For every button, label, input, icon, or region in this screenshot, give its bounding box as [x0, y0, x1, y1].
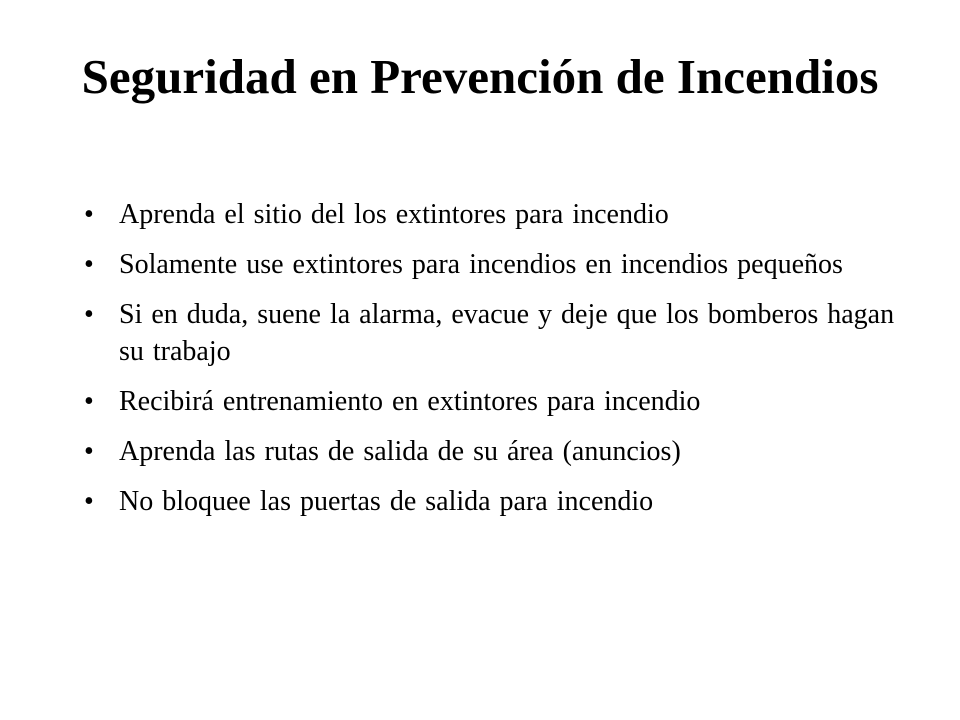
bullet-dot-icon: • — [84, 436, 94, 467]
bullet-item — [84, 296, 904, 370]
bullet-dot-icon: • — [84, 199, 94, 230]
bullet-text: Recibirá entrenamiento en extintores para incendio — [119, 386, 701, 417]
bullet-dot-icon: • — [84, 299, 94, 330]
bullet-text: Aprenda las rutas de salida de su área (anuncios) — [119, 436, 681, 467]
bullet-item — [84, 383, 904, 420]
bullet-item — [84, 196, 904, 233]
bullet-list — [84, 196, 904, 533]
bullet-dot-icon: • — [84, 386, 94, 417]
bullet-text: No bloquee las puertas de salida para incendio — [119, 486, 654, 517]
bullet-text: Solamente use extintores para incendios en incendios pequeños — [119, 249, 843, 280]
slide-title: Seguridad en Prevención de Incendios — [81, 49, 879, 104]
bullet-text: Aprenda el sitio del los extintores para incendio — [119, 199, 669, 230]
bullet-item — [84, 246, 904, 283]
bullet-item — [84, 433, 904, 470]
bullet-text: Si en duda, suene la alarma, evacue y deje que los bomberos hagan su trabajo — [119, 299, 895, 367]
bullet-item — [84, 483, 904, 520]
bullet-dot-icon: • — [84, 249, 94, 280]
bullet-dot-icon: • — [84, 486, 94, 517]
